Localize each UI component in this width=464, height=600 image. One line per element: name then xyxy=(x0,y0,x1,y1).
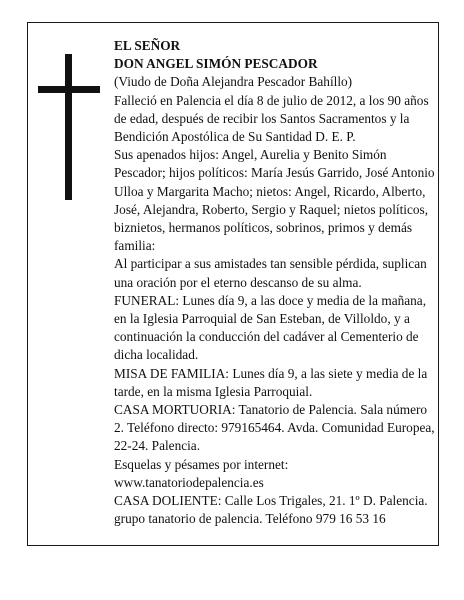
widower-note: (Viudo de Doña Alejandra Pescador Bahíllo) xyxy=(114,74,353,90)
funeral-info: FUNERAL: Lunes día 9, a las doce y media de la mañana, en la Iglesia Parroquial de San Esteban, de Villoldo, y a continuación la conducción del cadáver al Cementerio de dicha localidad. xyxy=(114,292,427,363)
cross-horizontal-bar xyxy=(38,86,100,93)
mourning-house-info: CASA DOLIENTE: Calle Los Trigales, 21. 1º D. Palencia. xyxy=(114,493,428,509)
mortuary-info: CASA MORTUORIA: Tanatorio de Palencia. Sala número 2. Teléfono directo: 979165464. Avda. Comunidad Europea, 22-24. Palencia. xyxy=(114,402,435,454)
internet-url: www.tanatoriodepalencia.es xyxy=(114,474,264,490)
cross-icon xyxy=(38,54,100,200)
cross-vertical-bar xyxy=(65,54,72,200)
obituary-text xyxy=(114,37,436,528)
internet-label: Esquelas y pésames por internet: xyxy=(114,456,289,472)
prayer-request: Al participar a sus amistades tan sensible pérdida, suplican una oración por el eterno descanso de su alma. xyxy=(114,256,427,290)
notice-title: EL SEÑOR xyxy=(114,38,181,53)
footer-text: grupo tanatorio de palencia. Teléfono 979 16 53 16 xyxy=(114,511,386,527)
death-announcement: Falleció en Palencia el día 8 de julio de 2012, a los 90 años de edad, después de recibir los Santos Sacramentos y la Bendición Apostólica de Su Santidad D. E. P. xyxy=(114,92,429,145)
family-list: Sus apenados hijos: Angel, Aurelia y Benito Simón Pescador; hijos políticos: María Jesús Garrido, José Antonio Ulloa y Margarita Macho; nietos: Angel, Ricardo, Alberto, José, Alejandra, Roberto, Sergio y Raquel; nietos políticos, biznietos, hermanos políticos, sobrinos, primos y demás familia: xyxy=(114,147,435,254)
family-mass-info: MISA DE FAMILIA: Lunes día 9, a las siete y media de la tarde, en la misma Iglesia Parroquial. xyxy=(114,365,428,399)
deceased-name: DON ANGEL SIMÓN PESCADOR xyxy=(114,56,318,72)
